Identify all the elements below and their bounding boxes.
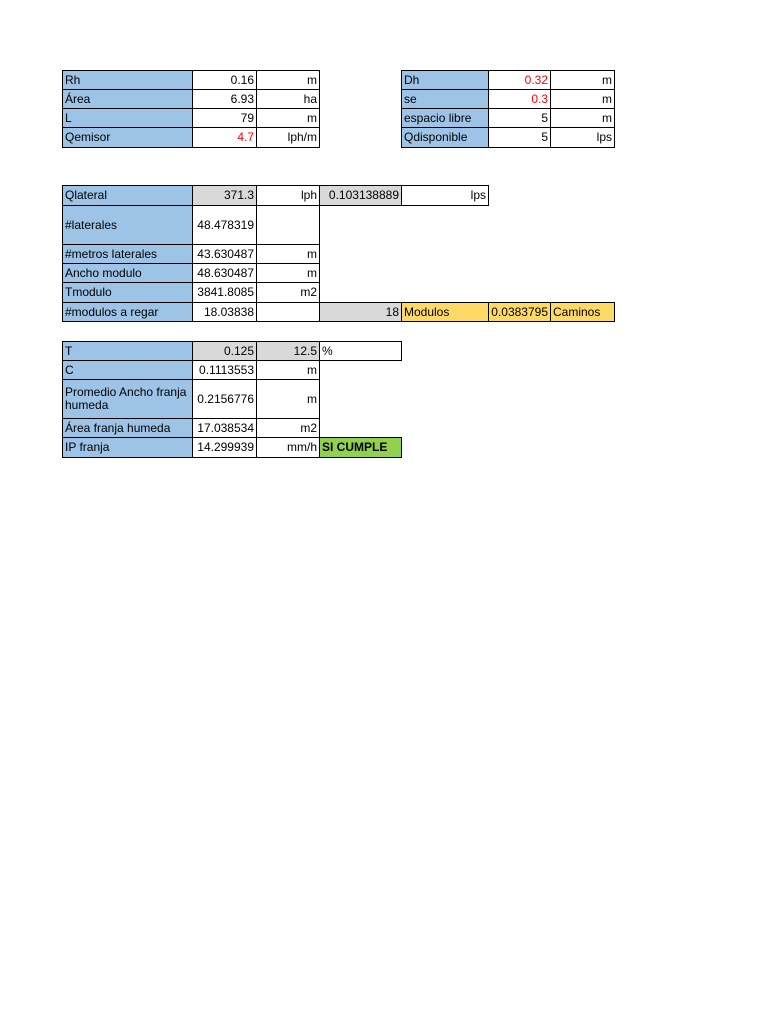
cell-laterales-unit[interactable] <box>256 205 320 245</box>
cell-t-label[interactable]: T <box>62 341 193 361</box>
cell-se-value[interactable]: 0.3 <box>488 89 551 109</box>
cell-t-unit[interactable]: % <box>319 341 402 361</box>
cell-qemisor-unit[interactable]: lph/m <box>256 127 320 148</box>
cell-ip-franja-unit[interactable]: mm/h <box>256 437 320 458</box>
cell-rh-label[interactable]: Rh <box>62 70 193 90</box>
cell-dh-value[interactable]: 0.32 <box>488 70 551 90</box>
cell-qlateral-lps-value[interactable]: 0.103138889 <box>319 185 402 206</box>
cell-metros-laterales-unit[interactable]: m <box>256 244 320 264</box>
cell-se-unit[interactable]: m <box>550 89 615 109</box>
cell-tmodulo-value[interactable]: 3841.8085 <box>192 282 257 303</box>
cell-promedio-label[interactable]: Promedio Ancho franja humeda <box>62 379 193 419</box>
cell-ip-franja-label[interactable]: IP franja <box>62 437 193 458</box>
cell-modulos-count[interactable]: 18 <box>319 302 402 322</box>
cell-c-label[interactable]: C <box>62 360 193 380</box>
cell-promedio-value[interactable]: 0.2156776 <box>192 379 257 419</box>
cell-ip-franja-value[interactable]: 14.299939 <box>192 437 257 458</box>
cell-laterales-label[interactable]: #laterales <box>62 205 193 245</box>
cell-modulos-regar-unit[interactable] <box>256 302 320 322</box>
cell-tmodulo-unit[interactable]: m2 <box>256 282 320 303</box>
cell-caminos-text[interactable]: Caminos <box>550 302 615 322</box>
cell-modulos-text[interactable]: Modulos <box>401 302 489 322</box>
cell-c-unit[interactable]: m <box>256 360 320 380</box>
cell-caminos-value[interactable]: 0.0383795 <box>488 302 551 322</box>
cell-espacio-label[interactable]: espacio libre <box>401 108 489 128</box>
status-badge[interactable]: SI CUMPLE <box>319 437 402 458</box>
cell-ancho-modulo-value[interactable]: 48.630487 <box>192 263 257 283</box>
cell-espacio-unit[interactable]: m <box>550 108 615 128</box>
cell-area-value[interactable]: 6.93 <box>192 89 257 109</box>
cell-rh-unit[interactable]: m <box>256 70 320 90</box>
cell-t-value[interactable]: 0.125 <box>192 341 257 361</box>
cell-t-percent-value[interactable]: 12.5 <box>256 341 320 361</box>
cell-ancho-modulo-label[interactable]: Ancho modulo <box>62 263 193 283</box>
cell-metros-laterales-label[interactable]: #metros laterales <box>62 244 193 264</box>
cell-ancho-modulo-unit[interactable]: m <box>256 263 320 283</box>
cell-dh-label[interactable]: Dh <box>401 70 489 90</box>
cell-area-label[interactable]: Área <box>62 89 193 109</box>
cell-espacio-value[interactable]: 5 <box>488 108 551 128</box>
cell-area-franja-unit[interactable]: m2 <box>256 418 320 438</box>
cell-qlateral-lps-unit[interactable]: lps <box>401 185 489 206</box>
cell-qdisponible-value[interactable]: 5 <box>488 127 551 148</box>
cell-modulos-regar-label[interactable]: #modulos a regar <box>62 302 193 322</box>
cell-qlateral-value[interactable]: 371.3 <box>192 185 257 206</box>
cell-laterales-value[interactable]: 48.478319 <box>192 205 257 245</box>
cell-metros-laterales-value[interactable]: 43.630487 <box>192 244 257 264</box>
cell-l-label[interactable]: L <box>62 108 193 128</box>
cell-qdisponible-unit[interactable]: lps <box>550 127 615 148</box>
cell-l-unit[interactable]: m <box>256 108 320 128</box>
cell-qlateral-label[interactable]: Qlateral <box>62 185 193 206</box>
cell-area-unit[interactable]: ha <box>256 89 320 109</box>
cell-area-franja-value[interactable]: 17.038534 <box>192 418 257 438</box>
cell-area-franja-label[interactable]: Área franja humeda <box>62 418 193 438</box>
cell-qlateral-unit[interactable]: lph <box>256 185 320 206</box>
cell-c-value[interactable]: 0.1113553 <box>192 360 257 380</box>
cell-qemisor-label[interactable]: Qemisor <box>62 127 193 148</box>
cell-tmodulo-label[interactable]: Tmodulo <box>62 282 193 303</box>
cell-rh-value[interactable]: 0.16 <box>192 70 257 90</box>
cell-promedio-unit[interactable]: m <box>256 379 320 419</box>
cell-qdisponible-label[interactable]: Qdisponible <box>401 127 489 148</box>
cell-l-value[interactable]: 79 <box>192 108 257 128</box>
cell-modulos-regar-value[interactable]: 18.03838 <box>192 302 257 322</box>
cell-dh-unit[interactable]: m <box>550 70 615 90</box>
cell-se-label[interactable]: se <box>401 89 489 109</box>
cell-qemisor-value[interactable]: 4.7 <box>192 127 257 148</box>
